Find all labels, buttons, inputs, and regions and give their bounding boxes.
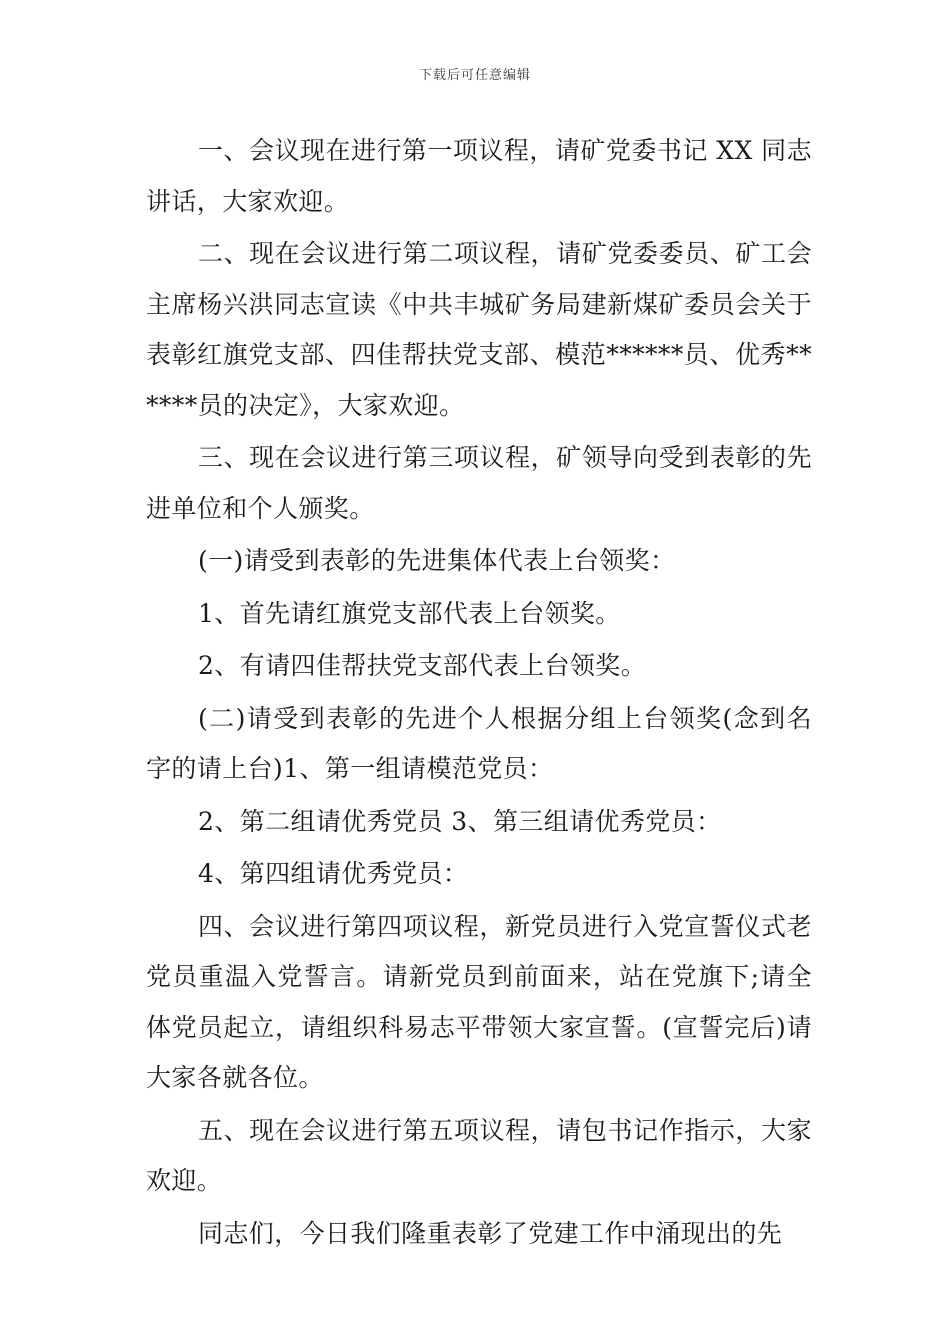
paragraph-award-item-1: 1、首先请红旗党支部代表上台领奖。 [198, 598, 621, 628]
paragraph-closing: 同志们，今日我们隆重表彰了党建工作中涌现出的先 [198, 1218, 783, 1248]
document-body [146, 126, 812, 1261]
paragraph-agenda-3: 三、现在会议进行第三项议程，矿领导向受到表彰的先进单位和个人颁奖。 [146, 443, 812, 523]
paragraph-collective-awards: (一)请受到表彰的先进集体代表上台领奖： [198, 546, 676, 575]
paragraph-group-2-3: 2、第二组请优秀党员 3、第三组请优秀党员： [198, 806, 722, 836]
paragraph-individual-awards: (二)请受到表彰的先进个人根据分组上台领奖(念到名字的请上台)1、第一组请模范党员： [146, 703, 812, 783]
paragraph-agenda-5: 五、现在会议进行第五项议程，请包书记作指示，大家欢迎。 [146, 1115, 812, 1195]
paragraph-award-item-2: 2、有请四佳帮扶党支部代表上台领奖。 [198, 651, 647, 680]
paragraph-agenda-4: 四、会议进行第四项议程，新党员进行入党宣誓仪式老党员重温入党誓言。请新党员到前面来，站在党旗下;请全体党员起立，请组织科易志平带领大家宣誓。(宣誓完后)请大家各就各位。 [146, 911, 812, 1092]
paragraph-group-4: 4、第四组请优秀党员： [198, 859, 469, 888]
page-header-note: 下载后可任意编辑 [418, 68, 531, 83]
paragraph-agenda-1: 一、会议现在进行第一项议程，请矿党委书记 XX 同志讲话，大家欢迎。 [146, 136, 812, 216]
paragraph-agenda-2: 二、现在会议进行第二项议程，请矿党委委员、矿工会主席杨兴洪同志宣读《中共丰城矿务局建新煤矿委员会关于表彰红旗党支部、四佳帮扶党支部、模范******员、优秀******员的决定》，大家欢迎。 [146, 239, 812, 420]
